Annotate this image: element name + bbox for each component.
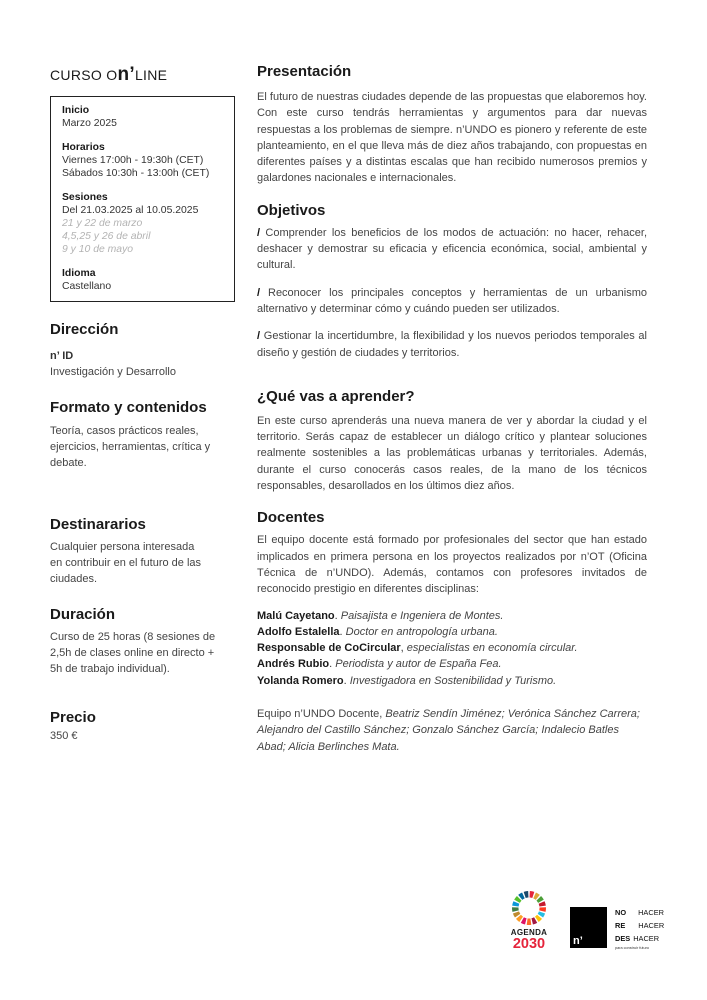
destinatarios-text: [50, 539, 232, 587]
sdg-wheel-icon: [511, 890, 547, 926]
sdg-wheel-segment: [539, 901, 546, 906]
horarios-line: Viernes 17:00h - 19:30h (CET): [62, 155, 204, 166]
docente-item: Yolanda Romero. Investigadora en Sostenibilidad y Turismo.: [257, 674, 557, 687]
sesiones-date: 9 y 10 de mayo: [62, 244, 134, 255]
duracion-text: [50, 629, 232, 677]
right-column: [257, 60, 647, 755]
docentes-list: [257, 608, 647, 689]
docentes-intro: El equipo docente está formado por profesionales del sector que han estado implicados en primera persona en los proyectos realizados por n’OT (Oficina Técnica de n’UNDO). Además, contamos con profesores invitados de reconocido prestigio en diferentes disciplinas:: [257, 534, 647, 596]
duracion-heading: Duración: [50, 606, 116, 623]
docentes-heading: Docentes: [257, 509, 325, 527]
agenda-2030-logo: [506, 890, 552, 951]
horarios-line: Sábados 10:30h - 13:00h (CET): [62, 168, 210, 179]
agenda-year: 2030: [512, 936, 546, 952]
text-line: debate.: [50, 457, 87, 469]
text-line: Teoría, casos prácticos reales,: [50, 425, 199, 437]
sdg-wheel-segment: [527, 918, 532, 925]
nundo-tagline: para construir futuro: [615, 946, 649, 950]
presentacion-heading: Presentación: [257, 63, 352, 80]
equipo-docente: Equipo n’UNDO Docente, Beatriz Sendín Jiménez; Verónica Sánchez Carrera; Alejandro del Castillo Sánchez; Gonzalo Sánchez García; Indalecio Batles Abad; Alicia Berlinches Mata.: [257, 708, 640, 753]
sdg-wheel-segment: [512, 907, 519, 912]
sesiones-date: 4,5,25 y 26 de abril: [62, 231, 151, 242]
course-info-box: [50, 96, 235, 302]
text-line: ciudades.: [50, 573, 98, 585]
inicio-value: Marzo 2025: [62, 118, 117, 129]
precio-heading: Precio: [50, 709, 96, 726]
sdg-wheel-segment: [530, 891, 535, 898]
inicio-label: Inicio: [62, 105, 90, 116]
sesiones-date: 21 y 22 de marzo: [62, 218, 143, 229]
objetivo-item: / Comprender los beneficios de los modos de actuación: no hacer, rehacer, deshacer y demostrar su eficacia y eficencia económica, social, ambiental y cultural.: [257, 226, 647, 272]
docente-item: Andrés Rubio. Periodista y autor de España Fea.: [257, 658, 502, 671]
nundo-words: NO HACER RE HACER DES HACER: [615, 908, 665, 943]
direccion-heading: Dirección: [50, 321, 119, 338]
objetivos-heading: Objetivos: [257, 201, 326, 219]
precio-value: 350 €: [50, 730, 78, 742]
sdg-wheel-segment: [539, 907, 546, 912]
docente-item: Responsable de CoCircular, especialistas en economía circular.: [257, 642, 578, 655]
horarios-label: Horarios: [62, 142, 105, 153]
sesiones-range: Del 21.03.2025 al 10.05.2025: [62, 205, 199, 216]
left-column: [50, 60, 232, 744]
formato-text: [50, 423, 232, 471]
presentacion-text: El futuro de nuestras ciudades depende de las propuestas que elaboremos hoy. Con este curso tendrás herramientas y argumentos para dar nuevas respuestas a los problemas de siempre. n’UNDO es pionero y referente de este planteamiento, en el que lleva más de diez años trabajando, con propuestas en diferentes países y a distintas escalas que han recibido numerosos premios y galardones nacionales e internacionales.: [257, 91, 647, 185]
agenda-word: AGENDA: [510, 928, 548, 937]
objetivo-item: / Reconocer los principales conceptos y herramientas de un urbanismo alternativo y determinar cómo y cuándo pueden ser utilizados.: [257, 286, 647, 315]
text-line: Curso de 25 horas (8 sesiones de: [50, 631, 216, 643]
text-line: ejercicios, herramientas, crítica y: [50, 441, 211, 453]
docente-item: Adolfo Estalella. Doctor en antropología urbana.: [257, 625, 498, 638]
docente-item: Malú Cayetano. Paisajista e Ingeniera de Montes.: [257, 609, 504, 622]
idioma-value: Castellano: [62, 281, 112, 292]
text-line: Cualquier persona interesada: [50, 541, 195, 553]
direccion-name: n’ ID: [50, 350, 74, 362]
sesiones-label: Sesiones: [62, 192, 108, 203]
text-line: 2,5h de clases online en directo +: [50, 647, 215, 659]
destinatarios-heading: Destinararios: [50, 516, 146, 533]
sdg-wheel-segment: [512, 901, 519, 906]
text-line: en contribuir en el futuro de las: [50, 557, 202, 569]
aprender-text: En este curso aprenderás una nueva manera de ver y abordar la ciudad y el territorio. Serás capaz de establecer un diálogo crítico y plantear soluciones realmente sostenibles a las problemáticas urbanas y territoriales. Además, durante el curso conocerás casos reales, de la mano de los técnicos responsables, desarollados en los últimos diez años.: [257, 414, 647, 493]
aprender-heading: ¿Qué vas a aprender?: [257, 387, 415, 405]
objetivo-item: / Gestionar la incertidumbre, la flexibilidad y los nuevos periodos temporales al diseño y gestión de ciudades y territorios.: [257, 330, 647, 359]
formato-heading: Formato y contenidos: [50, 399, 207, 416]
idioma-label: Idioma: [62, 268, 96, 279]
nundo-mark: n’: [570, 907, 607, 948]
course-title: CURSO On’LINE: [50, 64, 168, 85]
text-line: 5h de trabajo individual).: [50, 663, 170, 675]
sdg-wheel-segment: [524, 891, 529, 898]
direccion-desc: Investigación y Desarrollo: [50, 366, 176, 378]
